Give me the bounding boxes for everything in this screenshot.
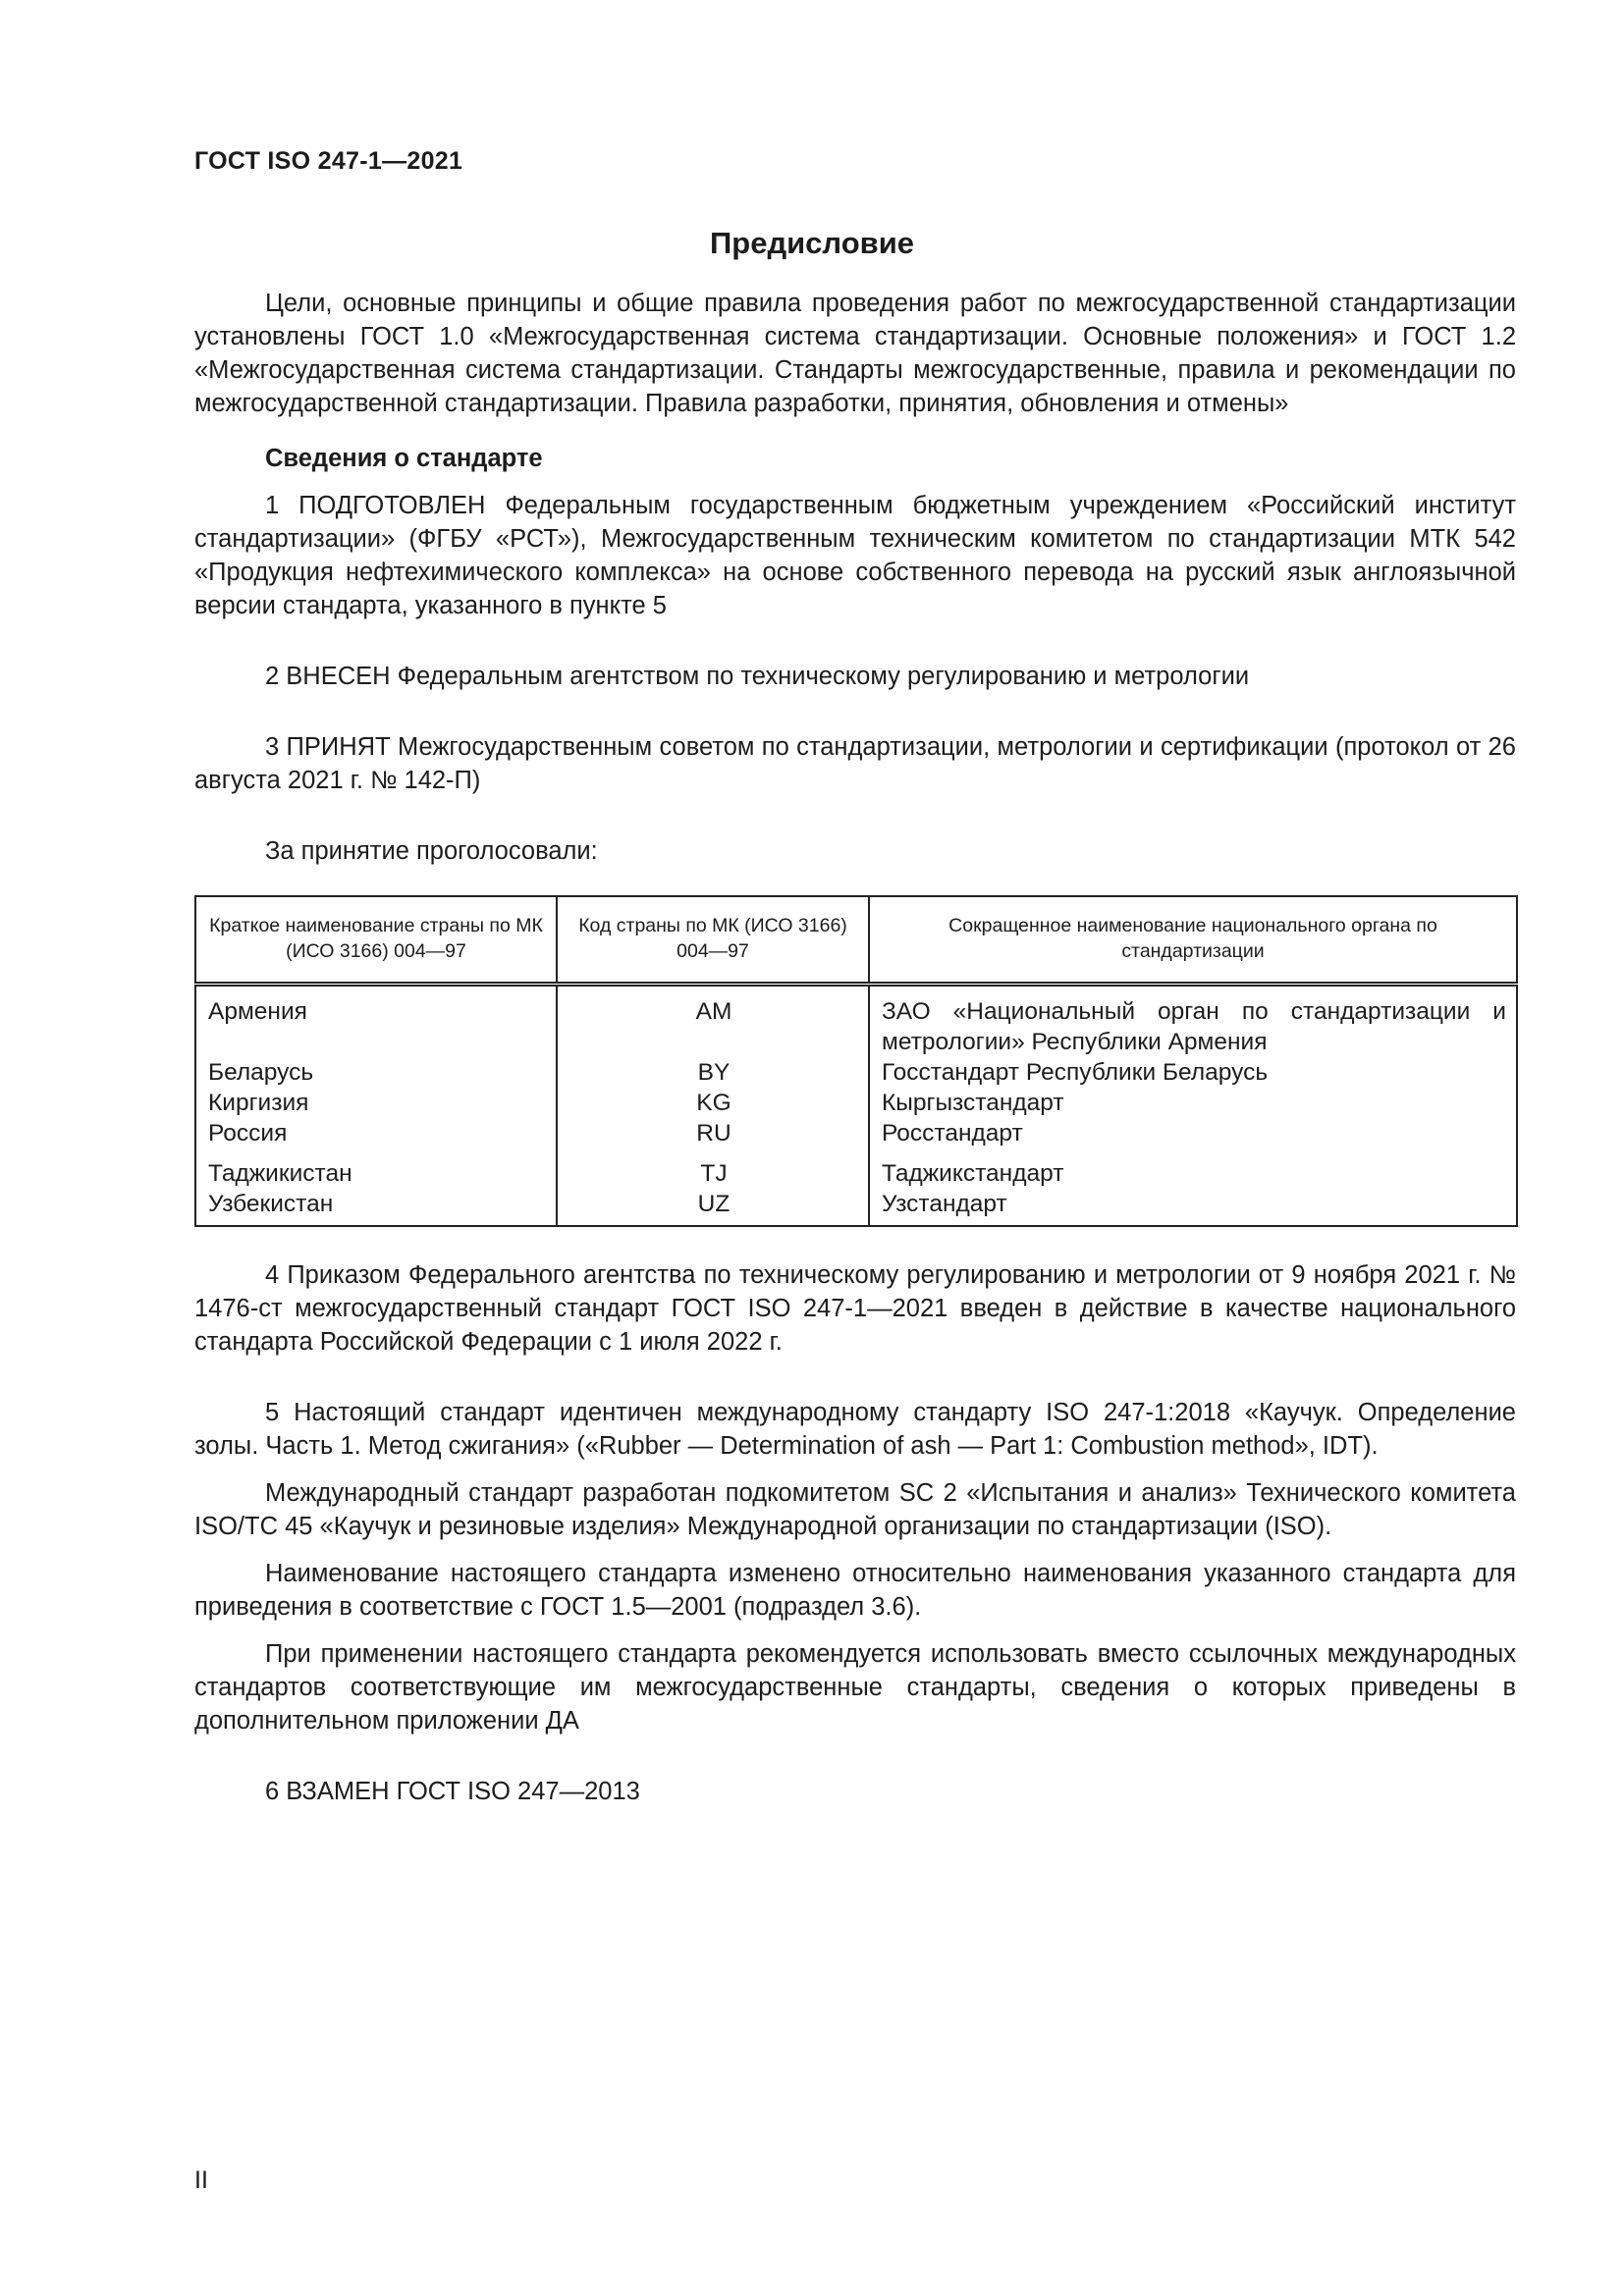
item-5-paragraph: 5 Настоящий стандарт идентичен международному стандарту ISO 247-1:2018 «Каучук. Определение золы. Часть 1. Метод сжигания» («Rubber — Determination of ash — Part 1: Combustion method», IDT).	[194, 1399, 1516, 1460]
item-5-paragraph-iso: Международный стандарт разработан подкомитетом SC 2 «Испытания и анализ» Технического комитета ISO/TC 45 «Каучук и резиновые изделия» Международной организации по стандартизации (ISO).	[194, 1479, 1516, 1540]
document-header: ГОСТ ISO 247-1—2021	[194, 147, 463, 175]
organ-cell: Кыргызстандарт	[869, 1088, 1517, 1118]
table-row	[195, 1189, 1517, 1226]
code-cell: KG	[557, 1088, 869, 1118]
section-subheading: Сведения о стандарте	[265, 445, 543, 472]
item-6-paragraph: 6 ВЗАМЕН ГОСТ ISO 247—2013	[265, 1778, 640, 1805]
table-row	[195, 1088, 1517, 1118]
organ-cell: Таджикстандарт	[869, 1148, 1517, 1189]
table-row	[195, 1118, 1517, 1148]
country-cell: Россия	[195, 1118, 557, 1148]
column-header-country: Краткое наименование страны по МК (ИСО 3166) 004—97	[195, 896, 557, 985]
table-row	[195, 985, 1517, 1058]
item-5-paragraph-refs: При применении настоящего стандарта рекомендуется использовать вместо ссылочных международных стандартов соответствующие им межгосударственные стандарты, сведения о которых приведены в дополнительном приложении ДА	[194, 1640, 1516, 1735]
organ-cell: ЗАО «Национальный орган по стандартизации и метрологии» Республики Армения	[869, 985, 1517, 1058]
organ-cell: Узстандарт	[869, 1189, 1517, 1226]
country-cell: Узбекистан	[195, 1189, 557, 1226]
item-1-paragraph: 1 ПОДГОТОВЛЕН Федеральным государственным бюджетным учреждением «Российский институт стандартизации» (ФГБУ «РСТ»), Межгосударственным техническим комитетом по стандартизации МТК 542 «Продукция нефтехимического комплекса» на основе собственного перевода на русский язык англоязычной версии стандарта, указанного в пункте 5	[194, 492, 1516, 619]
item-4-paragraph: 4 Приказом Федерального агентства по техническому регулированию и метрологии от 9 ноября 2021 г. № 1476-ст межгосударственный стандарт ГОСТ ISO 247-1—2021 введен в действие в качестве национального стандарта Российской Федерации с 1 июля 2022 г.	[194, 1261, 1516, 1356]
page-title: Предисловие	[709, 226, 914, 260]
table-row	[195, 1148, 1517, 1189]
organ-cell: Госстандарт Республики Беларусь	[869, 1057, 1517, 1088]
item-2-paragraph: 2 ВНЕСЕН Федеральным агентством по техническому регулированию и метрологии	[265, 663, 1250, 690]
country-cell: Таджикистан	[195, 1148, 557, 1189]
code-cell: BY	[557, 1057, 869, 1088]
column-header-organ: Сокращенное наименование национального органа по стандартизации	[869, 896, 1517, 985]
intro-paragraph: Цели, основные принципы и общие правила проведения работ по межгосударственной стандартизации установлены ГОСТ 1.0 «Межгосударственная система стандартизации. Основные положения» и ГОСТ 1.2 «Межгосударственная система стандартизации. Стандарты межгосударственные, правила и рекомендации по межгосударственной стандартизации. Правила разработки, принятия, обновления и отмены»	[194, 290, 1516, 417]
code-cell: RU	[557, 1118, 869, 1148]
page-number: II	[194, 2166, 208, 2194]
vote-intro: За принятие проголосовали:	[265, 837, 598, 865]
table-header-row	[195, 896, 1517, 985]
code-cell: TJ	[557, 1148, 869, 1189]
foreword-body	[194, 287, 1516, 1808]
code-cell: UZ	[557, 1189, 869, 1226]
item-3-paragraph: 3 ПРИНЯТ Межгосударственным советом по стандартизации, метрологии и сертификации (протокол от 26 августа 2021 г. № 142-П)	[194, 733, 1516, 794]
item-5-paragraph-name: Наименование настоящего стандарта изменено относительно наименования указанного стандарта для приведения в соответствие с ГОСТ 1.5—2001 (подраздел 3.6).	[194, 1560, 1516, 1621]
voting-table	[194, 895, 1518, 1227]
country-cell: Беларусь	[195, 1057, 557, 1088]
column-header-code: Код страны по МК (ИСО 3166) 004—97	[557, 896, 869, 985]
table-row	[195, 1057, 1517, 1088]
code-cell: AM	[557, 985, 869, 1058]
country-cell: Киргизия	[195, 1088, 557, 1118]
country-cell: Армения	[195, 985, 557, 1058]
organ-cell: Росстандарт	[869, 1118, 1517, 1148]
